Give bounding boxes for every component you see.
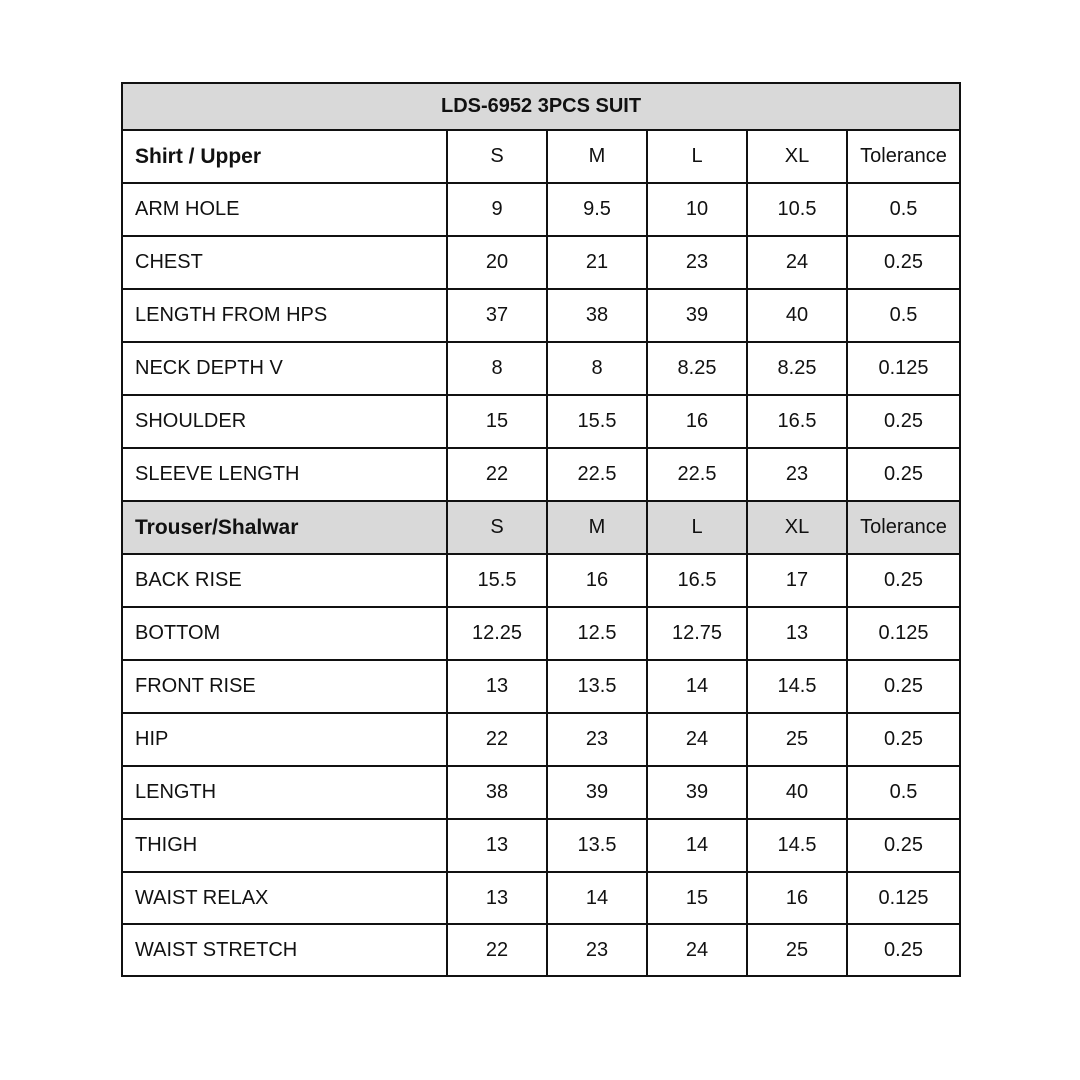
value-tolerance: 0.25 [847, 395, 960, 448]
table-row [122, 289, 960, 342]
chart-title: LDS-6952 3PCS SUIT [122, 83, 960, 130]
value-xl: 10.5 [747, 183, 847, 236]
value-l: 22.5 [647, 448, 747, 501]
value-l: 14 [647, 660, 747, 713]
value-s: 8 [447, 342, 547, 395]
measurement-label: WAIST STRETCH [122, 924, 447, 976]
measurement-label: THIGH [122, 819, 447, 872]
value-l: 10 [647, 183, 747, 236]
value-tolerance: 0.5 [847, 289, 960, 342]
table-row [122, 395, 960, 448]
value-xl: 14.5 [747, 660, 847, 713]
value-s: 37 [447, 289, 547, 342]
value-tolerance: 0.25 [847, 713, 960, 766]
value-m: 15.5 [547, 395, 647, 448]
value-s: 20 [447, 236, 547, 289]
value-tolerance: 0.125 [847, 607, 960, 660]
measurement-label: LENGTH FROM HPS [122, 289, 447, 342]
value-tolerance: 0.5 [847, 183, 960, 236]
section-header-row [122, 501, 960, 554]
value-xl: 25 [747, 924, 847, 976]
value-l: 39 [647, 766, 747, 819]
table-row [122, 924, 960, 976]
table-row [122, 872, 960, 924]
value-s: 15.5 [447, 554, 547, 607]
value-xl: 16 [747, 872, 847, 924]
measurement-label: BACK RISE [122, 554, 447, 607]
table-row [122, 607, 960, 660]
value-xl: 24 [747, 236, 847, 289]
value-s: 22 [447, 448, 547, 501]
measurement-label: SLEEVE LENGTH [122, 448, 447, 501]
section-header-row [122, 130, 960, 183]
measurement-label: LENGTH [122, 766, 447, 819]
value-m: 8 [547, 342, 647, 395]
value-m: 16 [547, 554, 647, 607]
column-header-s: S [447, 501, 547, 554]
value-l: 24 [647, 924, 747, 976]
measurement-label: WAIST RELAX [122, 872, 447, 924]
value-l: 16.5 [647, 554, 747, 607]
value-xl: 40 [747, 289, 847, 342]
value-tolerance: 0.5 [847, 766, 960, 819]
value-s: 9 [447, 183, 547, 236]
section-title: Shirt / Upper [122, 130, 447, 183]
value-tolerance: 0.25 [847, 236, 960, 289]
value-tolerance: 0.25 [847, 554, 960, 607]
measurement-label: NECK DEPTH V [122, 342, 447, 395]
measurement-label: CHEST [122, 236, 447, 289]
value-xl: 40 [747, 766, 847, 819]
value-xl: 16.5 [747, 395, 847, 448]
title-row [122, 83, 960, 130]
value-l: 8.25 [647, 342, 747, 395]
value-m: 13.5 [547, 819, 647, 872]
value-m: 23 [547, 924, 647, 976]
value-xl: 8.25 [747, 342, 847, 395]
column-header-xl: XL [747, 501, 847, 554]
value-s: 13 [447, 660, 547, 713]
column-header-m: M [547, 501, 647, 554]
value-xl: 17 [747, 554, 847, 607]
table-row [122, 819, 960, 872]
value-tolerance: 0.125 [847, 872, 960, 924]
table-row [122, 713, 960, 766]
column-header-s: S [447, 130, 547, 183]
size-chart-body [122, 83, 960, 976]
column-header-tolerance: Tolerance [847, 130, 960, 183]
column-header-l: L [647, 501, 747, 554]
section-title: Trouser/Shalwar [122, 501, 447, 554]
value-l: 24 [647, 713, 747, 766]
value-tolerance: 0.25 [847, 924, 960, 976]
value-l: 39 [647, 289, 747, 342]
measurement-label: BOTTOM [122, 607, 447, 660]
value-tolerance: 0.25 [847, 448, 960, 501]
value-s: 13 [447, 819, 547, 872]
value-s: 38 [447, 766, 547, 819]
value-m: 22.5 [547, 448, 647, 501]
column-header-l: L [647, 130, 747, 183]
value-l: 14 [647, 819, 747, 872]
value-tolerance: 0.25 [847, 660, 960, 713]
measurement-label: HIP [122, 713, 447, 766]
table-row [122, 766, 960, 819]
value-tolerance: 0.125 [847, 342, 960, 395]
value-m: 23 [547, 713, 647, 766]
measurement-label: FRONT RISE [122, 660, 447, 713]
column-header-m: M [547, 130, 647, 183]
value-s: 13 [447, 872, 547, 924]
value-l: 23 [647, 236, 747, 289]
column-header-tolerance: Tolerance [847, 501, 960, 554]
value-l: 12.75 [647, 607, 747, 660]
table-row [122, 183, 960, 236]
measurement-label: ARM HOLE [122, 183, 447, 236]
value-m: 13.5 [547, 660, 647, 713]
column-header-xl: XL [747, 130, 847, 183]
table-row [122, 342, 960, 395]
value-s: 22 [447, 713, 547, 766]
size-chart-table [121, 82, 961, 977]
value-s: 15 [447, 395, 547, 448]
table-row [122, 236, 960, 289]
value-l: 16 [647, 395, 747, 448]
value-s: 22 [447, 924, 547, 976]
measurement-label: SHOULDER [122, 395, 447, 448]
value-m: 21 [547, 236, 647, 289]
value-m: 38 [547, 289, 647, 342]
value-xl: 14.5 [747, 819, 847, 872]
table-row [122, 660, 960, 713]
value-m: 9.5 [547, 183, 647, 236]
value-tolerance: 0.25 [847, 819, 960, 872]
value-xl: 25 [747, 713, 847, 766]
value-m: 12.5 [547, 607, 647, 660]
table-row [122, 448, 960, 501]
value-xl: 23 [747, 448, 847, 501]
value-s: 12.25 [447, 607, 547, 660]
value-xl: 13 [747, 607, 847, 660]
value-m: 14 [547, 872, 647, 924]
value-m: 39 [547, 766, 647, 819]
table-row [122, 554, 960, 607]
value-l: 15 [647, 872, 747, 924]
